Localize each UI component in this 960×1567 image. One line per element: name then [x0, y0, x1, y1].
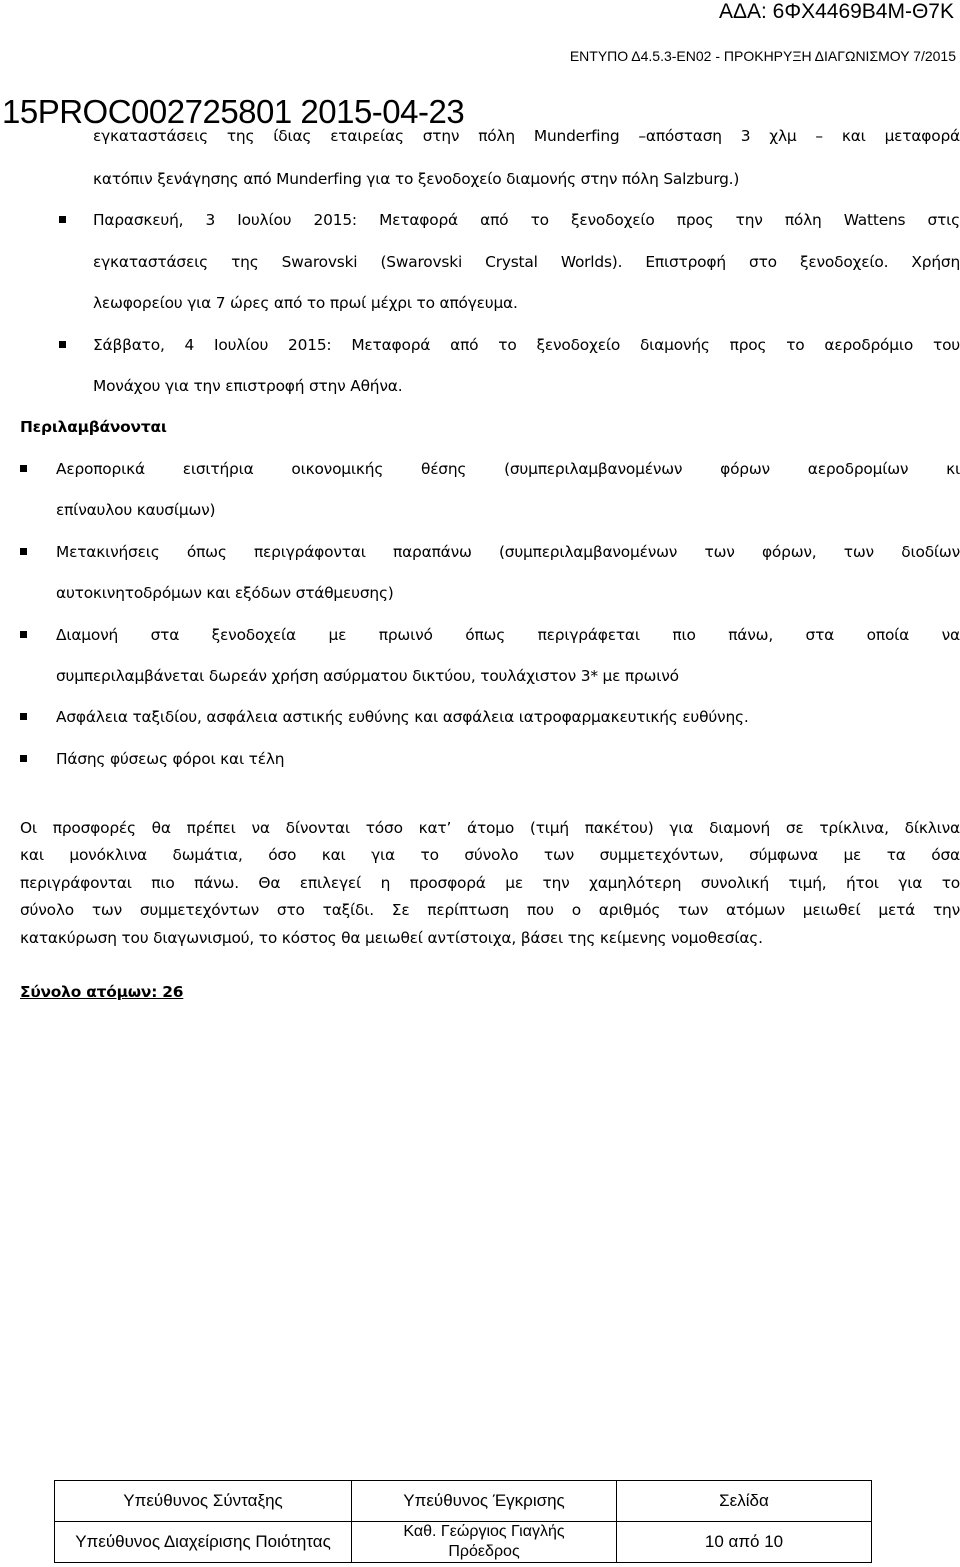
- itinerary-line: εγκαταστάσεις της ίδιας εταιρείας στην πόλη Munderfing –απόσταση 3 χλμ – και μεταφορά: [93, 127, 960, 145]
- offers-line: και μονόκλινα δωμάτια, όσο και για το σύνολο των συμμετεχόντων, σύμφωνα με τα όσα: [20, 846, 960, 864]
- compile-label: Υπεύθυνος Σύνταξης: [55, 1481, 352, 1522]
- approver-name: Καθ. Γεώργιος Γιαγλής: [403, 1523, 565, 1540]
- included-item: αυτοκινητοδρόμων και εξόδων στάθμευσης): [56, 584, 394, 602]
- approver-role: Πρόεδρος: [448, 1543, 520, 1560]
- included-item: Αεροπορικά εισιτήρια οικονομικής θέσης (συμπεριλαμβανομένων φόρων αεροδρομίων κι: [56, 460, 960, 478]
- signature-table: [54, 1480, 872, 1563]
- included-item: συμπεριλαμβάνεται δωρεάν χρήση ασύρματου δικτύου, τουλάχιστον 3* με πρωινό: [56, 667, 679, 685]
- approver-cell: [352, 1522, 617, 1563]
- included-item: Μετακινήσεις όπως περιγράφονται παραπάνω (συμπεριλαμβανομένων των φόρων, των διοδίων: [56, 543, 960, 561]
- friday-line: εγκαταστάσεις της Swarovski (Swarovski Crystal Worlds). Επιστροφή στο ξενοδοχείο. Χρήση: [93, 253, 960, 271]
- total-participants: [20, 983, 183, 1001]
- bullet-icon: [59, 341, 66, 348]
- friday-line: Παρασκευή, 3 Ιουλίου 2015: Μεταφορά από το ξενοδοχείο προς την πόλη Wattens στις: [93, 211, 960, 229]
- saturday-line: Μονάχου για την επιστροφή στην Αθήνα.: [93, 377, 403, 395]
- quality-label: Υπεύθυνος Διαχείρισης Ποιότητας: [55, 1522, 352, 1563]
- proc-watermark: 15PROC002725801 2015-04-23: [2, 93, 465, 130]
- bullet-icon: [59, 216, 66, 223]
- included-item: Πάσης φύσεως φόροι και τέλη: [56, 750, 285, 768]
- bullet-icon: [20, 755, 27, 762]
- page-label: Σελίδα: [617, 1481, 872, 1522]
- offers-line: σύνολο των συμμετεχόντων στο ταξίδι. Σε περίπτωση που ο αριθμός των ατόμων μειωθεί μετά την: [20, 901, 960, 919]
- offers-line: κατακύρωση του διαγωνισμού, το κόστος θα μειωθεί αντίστοιχα, βάσει της κείμενης νομοθεσίας.: [20, 929, 763, 947]
- included-item: Ασφάλεια ταξιδίου, ασφάλεια αστικής ευθύνης και ασφάλεια ιατροφαρμακευτικής ευθύνης.: [56, 708, 749, 726]
- saturday-line: Σάββατο, 4 Ιουλίου 2015: Μεταφορά από το ξενοδοχείο διαμονής προς το αεροδρόμιο του: [93, 336, 960, 354]
- form-reference: ΕΝΤΥΠΟ Δ4.5.3-ΕΝ02 - ΠΡΟΚΗΡΥΞΗ ΔΙΑΓΩΝΙΣΜΟΥ 7/2015: [569, 48, 956, 64]
- itinerary-line: κατόπιν ξενάγησης από Munderfing για το ξενοδοχείο διαμονής στην πόλη Salzburg.): [93, 170, 740, 188]
- friday-line: λεωφορείου για 7 ώρες από το πρωί μέχρι το απόγευμα.: [93, 294, 518, 312]
- offers-line: περιγράφονται πιο πάνω. Θα επιλεγεί η προσφορά με την χαμηλότερη συνολική τιμή, ήτοι για το: [20, 874, 960, 892]
- approve-label: Υπεύθυνος Έγκρισης: [352, 1481, 617, 1522]
- included-item: επίναυλου καυσίμων): [56, 501, 216, 519]
- included-item: Διαμονή στα ξενοδοχεία με πρωινό όπως περιγράφεται πιο πάνω, στα οποία να: [56, 626, 960, 644]
- bullet-icon: [20, 713, 27, 720]
- offers-line: Οι προσφορές θα πρέπει να δίνονται τόσο κατ’ άτομο (τιμή πακέτου) για διαμονή σε τρίκλινα, δίκλινα: [20, 819, 960, 837]
- ada-code: ΑΔΑ: 6ΦΧ4469Β4Μ-Θ7Κ: [718, 0, 954, 23]
- bullet-icon: [20, 631, 27, 638]
- page-number: 10 από 10: [617, 1522, 872, 1563]
- included-heading: Περιλαμβάνονται: [20, 418, 167, 436]
- total-participants-text: Σύνολο ατόμων: 26: [20, 983, 184, 1001]
- bullet-icon: [20, 465, 27, 472]
- bullet-icon: [20, 548, 27, 555]
